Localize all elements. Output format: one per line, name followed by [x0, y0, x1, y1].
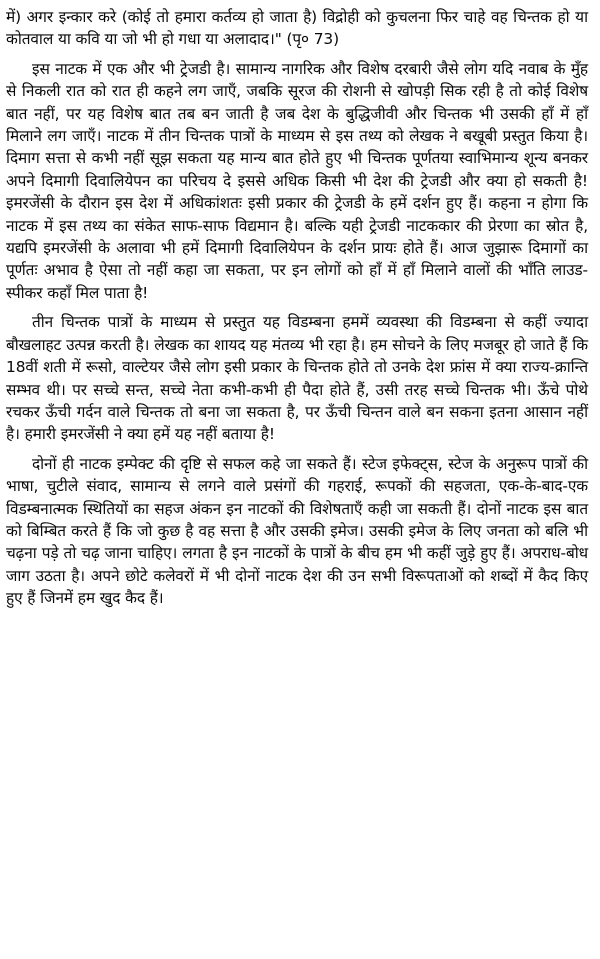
paragraph-three-thinkers: तीन चिन्तक पात्रों के माध्यम से प्रस्तुत यह विडम्बना हममें व्यवस्था की विडम्बना से कहीं ज्यादा बौखलाहट उत्पन्न करती है। लेखक का शायद यह मंतव्य भी रहा है। हम सोचने के लिए मजबूर हो जाते हैं कि 18वीं शती में रूसो, वाल्टेयर जैसे लोग इसी प्रकार के चिन्तक होते तो उनके देश फ्रांस में क्या राज्य-क्रान्ति सम्भव थी। पर सच्चे सन्त, सच्चे नेता कभी-कभी ही पैदा होते हैं, उसी तरह सच्चे चिन्तक भी। ऊँचे पोथे रचकर ऊँची गर्दन वाले चिन्तक तो बना जा सकता है, पर ऊँची चिन्तन वाले बन सकना इतना आसान नहीं है। हमारी इमरजेंसी ने क्या हमें यह नहीं बताया है!	[6, 313, 588, 444]
paragraph-tragedy: इस नाटक में एक और भी ट्रेजडी है। सामान्य नागरिक और विशेष दरबारी जैसे लोग यदि नवाब के मुँह से निकली रात को रात ही कहने लग जाएँ, जबकि सूरज की रोशनी से खोपड़ी सिक रही है तो कोई विशेष बात नहीं, पर यह विशेष बात तब बन जाती है जब देश के बुद्धिजीवी और चिन्तक भी उसकी हाँ में हाँ मिलाने लग जाएँ। नाटक में तीन चिन्तक पात्रों के माध्यम से इस तथ्य को लेखक ने बखूबी प्रस्तुत किया है। दिमाग सत्ता से कभी नहीं सूझ सकता यह मान्य बात होते हुए भी चिन्तक पूर्णतया स्वाभिमान्य शून्य बनकर अपने दिमागी दिवालियेपन का परिचय दे इससे अधिक किसी भी देश की ट्रेजडी और क्या हो सकती है! इमरजेंसी के दौरान इस देश में अधिकांशतः इसी प्रकार की ट्रेजडी के हमें दर्शन हुए हैं। कहना न होगा कि नाटक में इस तथ्य का संकेत साफ-साफ विद्यमान है। बल्कि यही ट्रेजडी नाटककार की प्रेरणा का स्रोत है, यद्यपि इमरजेंसी के अलावा भी हमें दिमागी दिवालियेपन के दर्शन प्रायः होते हैं। आज जुझारू दिमागों का पूर्णतः अभाव है ऐसा तो नहीं कहा जा सकता, पर इन लोगों को हाँ में हाँ मिलाने वालों की भाँति लाउड-स्पीकर कहाँ मिल पाता है!	[6, 59, 588, 302]
paragraph-both-plays: दोनों ही नाटक इम्पेक्ट की दृष्टि से सफल कहे जा सकते हैं। स्टेज इफेक्ट्स, स्टेज के अनुरूप पात्रों की भाषा, चुटीले संवाद, सामान्य से लगने वाले प्रसंगों की गहराई, रूपकों की सहजता, एक-के-बाद-एक विडम्बनात्मक स्थितियों का सहज अंकन इन नाटकों की विशेषताएँ कही जा सकती हैं। दोनों नाटक इस बात को बिम्बित करते हैं कि जो कुछ है वह सत्ता है और उसकी इमेज। उसकी इमेज के लिए जनता को बलि भी चढ़ना पड़े तो चढ़ जाना चाहिए। लगता है इन नाटकों के पात्रों के बीच हम भी कहीं जुड़े हुए हैं। अपराध-बोध जाग उठता है। अपने छोटे कलेवरों में भी दोनों नाटक देश की उन सभी विरूपताओं को शब्दों में कैद किए हुए हैं जिनमें हम खुद कैद हैं।	[6, 454, 588, 608]
paragraph-gap	[6, 51, 588, 58]
paragraph-quote-continuation: में) अगर इन्कार करे (कोई तो हमारा कर्तव्य हो जाता है) विद्रोही को कुचलना फिर चाहे वह चिन्तक हो या कोतवाल या कवि या जो भी हो गधा या अलादाद।" (पृ० 73)	[6, 8, 588, 49]
paragraph-gap	[6, 304, 588, 311]
paragraph-gap	[6, 446, 588, 453]
